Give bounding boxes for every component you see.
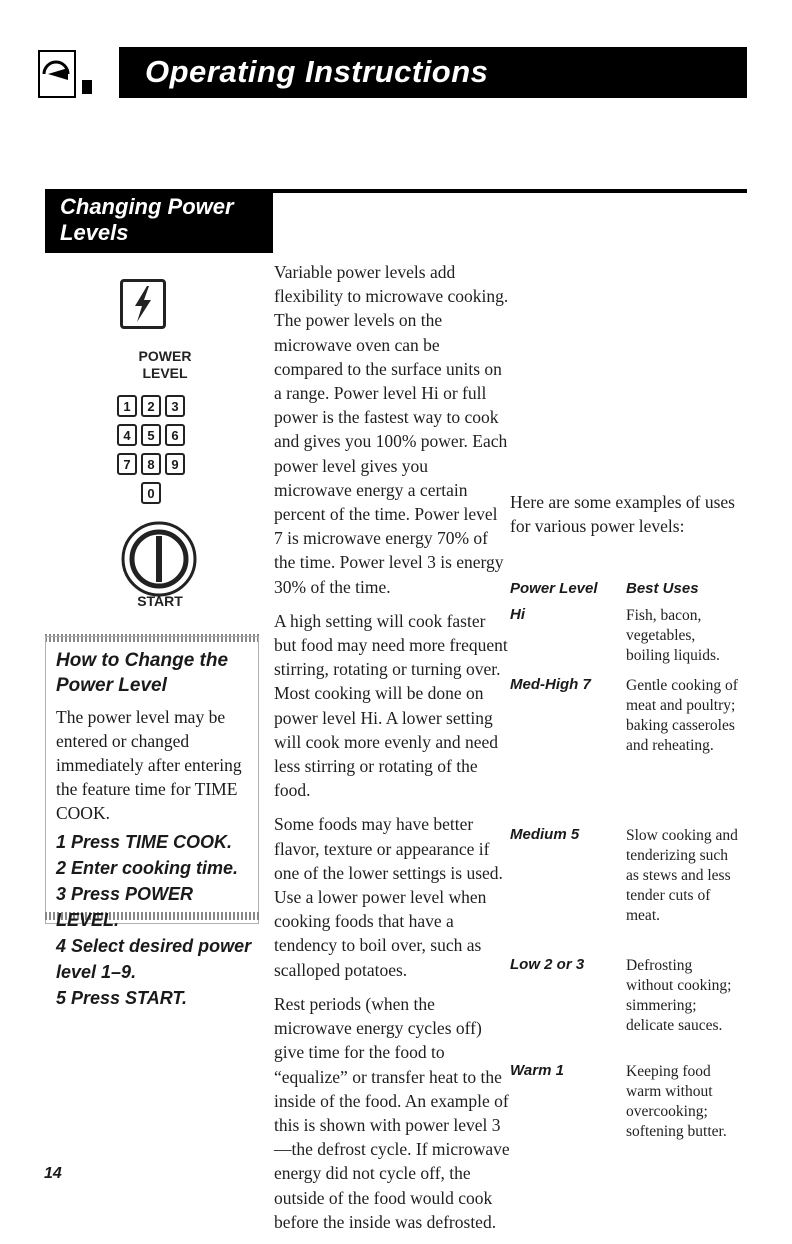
howto-title: How to Change the Power Level	[56, 650, 229, 696]
howto-step-2: 2 Enter cooking time.	[56, 858, 239, 878]
body-paragraph-3: Some foods may have better flavor, texture or appearance if one of the lower settings is used. Use a lower power level when cooking foods that have a tendency to boil over, such as scalloped potatoes.	[274, 814, 503, 980]
table-row-level: Medium 5	[510, 826, 580, 843]
body-column-middle	[274, 260, 510, 1244]
howto-body-text: The power level may be entered or changed immediately after entering the feature time for TIME COOK.	[56, 707, 242, 823]
table-row-level: Low 2 or 3	[510, 956, 585, 973]
key-9: 9	[165, 453, 185, 475]
howto-content	[56, 705, 256, 1011]
table-row-level: Warm 1	[510, 1062, 564, 1079]
key-8: 8	[141, 453, 161, 475]
body-paragraph-2: A high setting will cook faster but food may need more frequent stirring, rotating or turning over. Most cooking will be done on power level Hi. A lower setting will cook more evenly and need less stirring or rotating of the food.	[274, 610, 508, 801]
table-row-uses: Defrosting without cooking; simmering; delicate sauces.	[626, 957, 732, 1034]
howto-step-3: 3 Press POWER LEVEL.	[56, 884, 194, 930]
table-header-uses: Best Uses	[626, 580, 699, 597]
table-row-level: Hi	[510, 606, 525, 623]
table-header-level: Power Level	[510, 580, 598, 597]
start-dial-icon	[120, 520, 198, 603]
key-7: 7	[117, 453, 137, 475]
section-title: Changing Power Levels	[60, 194, 234, 245]
table-row-uses: Slow cooking and tenderizing such as stews and less tender cuts of meat.	[626, 827, 738, 924]
start-label: START	[137, 593, 183, 609]
control-panel-illustration	[45, 255, 273, 617]
howto-step-4: 4 Select desired power level 1–9.	[56, 936, 252, 982]
howto-step-5: 5 Press START.	[56, 988, 188, 1008]
key-1: 1	[117, 395, 137, 417]
power-label-line1: POWER	[138, 348, 192, 364]
body-column-right	[510, 260, 742, 548]
lightning-bolt-icon	[123, 282, 163, 326]
key-3: 3	[165, 395, 185, 417]
key-2: 2	[141, 395, 161, 417]
key-6: 6	[165, 424, 185, 446]
page-title: Operating Instructions	[145, 54, 489, 89]
page-number: 14	[44, 1165, 62, 1182]
table-row-level: Med-High 7	[510, 676, 591, 693]
microwave-pointer-icon	[38, 50, 94, 98]
power-level-key	[120, 279, 166, 329]
table-row-uses: Keeping food warm without overcooking; softening butter.	[626, 1063, 727, 1140]
table-row-uses: Gentle cooking of meat and poultry; baking casseroles and reheating.	[626, 677, 738, 754]
table-row-uses: Fish, bacon, vegetables, boiling liquids.	[626, 607, 720, 664]
body-paragraph-4: Rest periods (when the microwave energy cycles off) give time for the food to “equalize” or transfer heat to the inside of the food. An example of this is shown with power level 3—the defrost cycle. If microwave energy did not cycle off, the outside of the food would cook before the inside was defrosted.	[274, 993, 510, 1232]
power-label-line2: LEVEL	[142, 365, 188, 381]
body-paragraph-1: Variable power levels add flexibility to microwave cooking. The power levels on the microwave oven can be compared to the surface units on a range. Power level Hi or full power is the fastest way to cook and gives you 100% power. Each power level gives you microwave energy a certain percent of the time. Power level 7 is microwave energy 70% of the time. Power level 3 is energy 30% of the time.	[274, 262, 509, 597]
key-0: 0	[141, 482, 161, 504]
key-4: 4	[117, 424, 137, 446]
body-paragraph-5: Here are some examples of uses for various power levels:	[510, 492, 735, 537]
howto-step-1: 1 Press TIME COOK.	[56, 832, 233, 852]
key-5: 5	[141, 424, 161, 446]
